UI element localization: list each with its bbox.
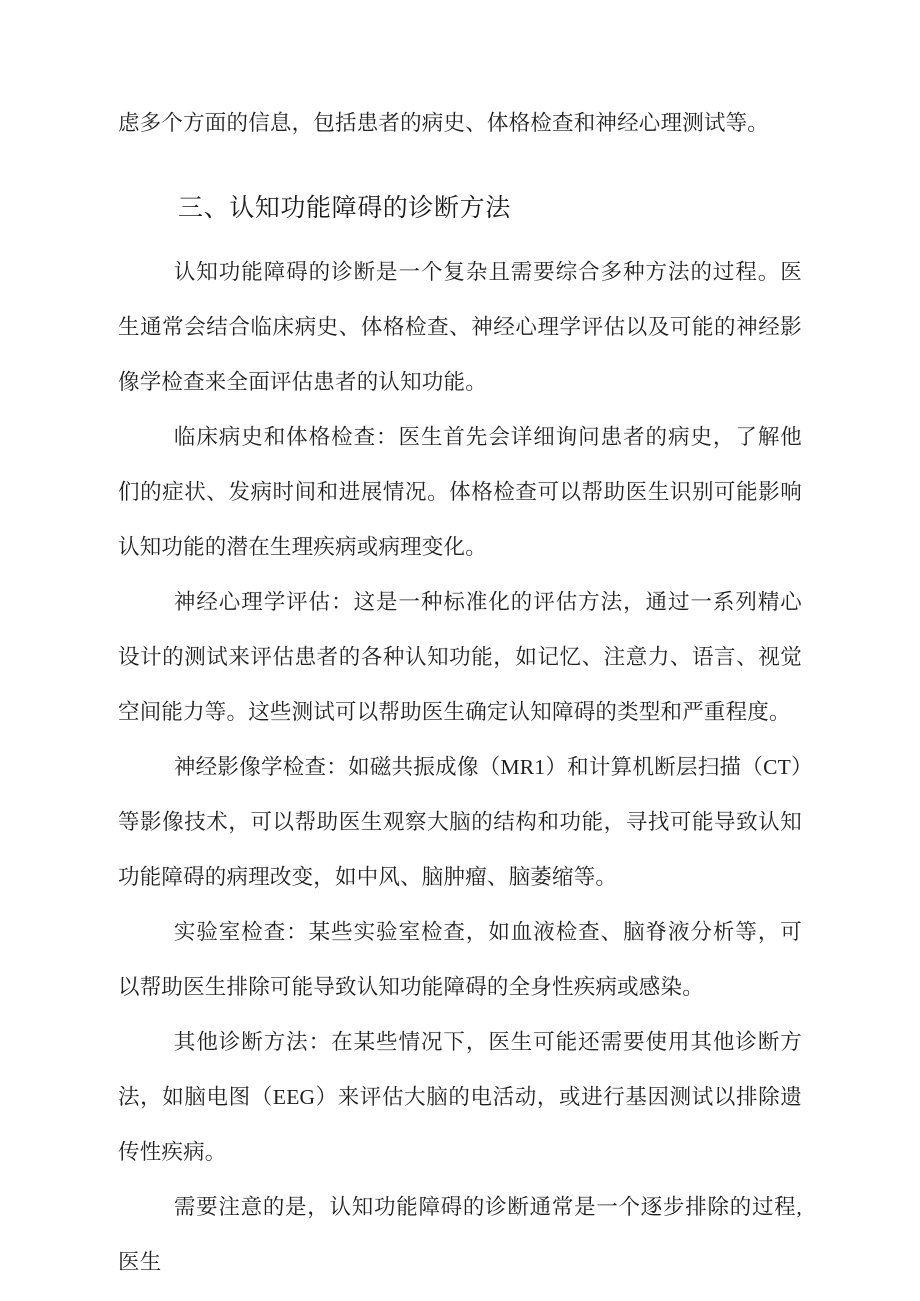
paragraph-laboratory-tests: 实验室检查：某些实验室检查，如血液检查、脑脊液分析等，可以帮助医生排除可能导致认知功能障碍的全身性疾病或感染。 (118, 920, 802, 999)
spacer-after-heading (118, 231, 802, 245)
paragraph-overview: 认知功能障碍的诊断是一个复杂且需要综合多种方法的过程。医生通常会结合临床病史、体格检查、神经心理学评估以及可能的神经影像学检查来全面评估患者的认知功能。 (118, 260, 802, 394)
section-heading: 三、认知功能障碍的诊断方法 (178, 195, 511, 222)
paragraph-other-methods: 其他诊断方法：在某些情况下，医生可能还需要使用其他诊断方法，如脑电图（EEG）来评估大脑的电活动，或进行基因测试以排除遗传性疾病。 (118, 1030, 802, 1164)
document-body (118, 96, 802, 1290)
lead-paragraph: 虑多个方面的信息，包括患者的病史、体格检查和神经心理测试等。 (118, 111, 770, 135)
paragraph-neuroimaging: 神经影像学检查：如磁共振成像（MR1）和计算机断层扫描（CT）等影像技术，可以帮助医生观察大脑的结构和功能，寻找可能导致认知功能障碍的病理改变，如中风、脑肿瘤、脑萎缩等。 (118, 755, 802, 889)
spacer-after-lead-paragraph (118, 151, 802, 187)
paragraph-clinical-history: 临床病史和体格检查：医生首先会详细询问患者的病史，了解他们的症状、发病时间和进展情况。体格检查可以帮助医生识别可能影响认知功能的潜在生理疾病或病理变化。 (118, 425, 802, 559)
paragraph-closing-note: 需要注意的是，认知功能障碍的诊断通常是一个逐步排除的过程,医生 (118, 1195, 802, 1274)
paragraph-neuropsychological-assessment: 神经心理学评估：这是一种标准化的评估方法，通过一系列精心设计的测试来评估患者的各种认知功能，如记忆、注意力、语言、视觉空间能力等。这些测试可以帮助医生确定认知障碍的类型和严重程度。 (118, 590, 802, 724)
